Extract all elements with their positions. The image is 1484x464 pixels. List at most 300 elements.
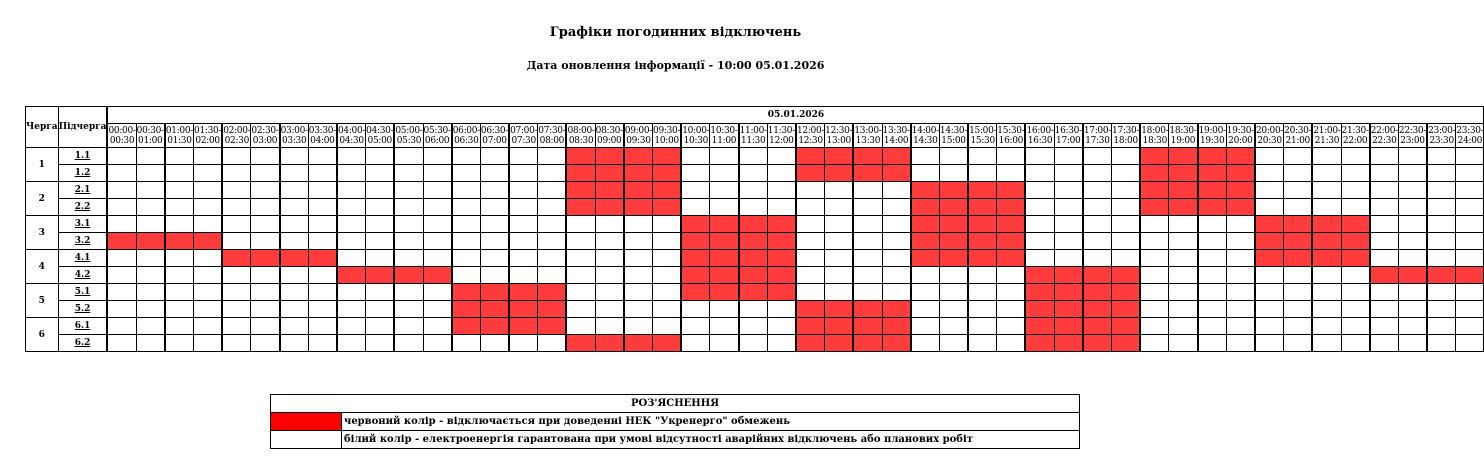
power-cell	[308, 301, 337, 318]
power-cell	[939, 165, 968, 182]
outage-cell	[1226, 199, 1255, 216]
power-cell	[911, 335, 940, 352]
power-cell	[1456, 165, 1484, 182]
power-cell	[853, 284, 882, 301]
power-cell	[1083, 199, 1112, 216]
power-cell	[366, 284, 395, 301]
power-cell	[165, 267, 194, 284]
outage-cell	[595, 165, 624, 182]
power-cell	[1398, 250, 1427, 267]
power-cell	[108, 182, 136, 199]
time-slot-start: 16:00-	[1026, 125, 1054, 136]
outage-cell	[681, 267, 710, 284]
power-cell	[1284, 301, 1313, 318]
power-cell	[739, 199, 768, 216]
power-cell	[882, 284, 911, 301]
power-cell	[1255, 199, 1284, 216]
power-cell	[480, 165, 509, 182]
time-slot-end: 06:00	[424, 135, 450, 146]
power-cell	[538, 267, 567, 284]
time-slot-end: 10:00	[654, 135, 679, 146]
outage-cell	[911, 182, 940, 199]
power-cell	[1456, 301, 1484, 318]
power-cell	[1370, 148, 1399, 165]
power-cell	[1112, 148, 1141, 165]
power-cell	[423, 199, 452, 216]
time-slot-end: 18:30	[1142, 135, 1168, 146]
power-cell	[1284, 335, 1313, 352]
power-cell	[566, 216, 595, 233]
power-cell	[394, 250, 423, 267]
power-cell	[624, 318, 653, 335]
outage-cell	[595, 148, 624, 165]
time-slot-header	[251, 124, 280, 148]
outage-cell	[280, 250, 309, 267]
power-cell	[1456, 216, 1484, 233]
legend-heading: РОЗ'ЯСНЕННЯ	[271, 395, 1080, 413]
time-slot-header	[739, 124, 768, 148]
power-cell	[624, 267, 653, 284]
power-cell	[337, 335, 366, 352]
power-cell	[337, 148, 366, 165]
power-cell	[1226, 318, 1255, 335]
outage-cell	[1054, 284, 1083, 301]
time-slot-end: 07:30	[511, 135, 536, 146]
power-cell	[222, 301, 251, 318]
power-cell	[366, 199, 395, 216]
schedule-row	[26, 267, 1484, 284]
power-cell	[1226, 216, 1255, 233]
time-slot-header	[710, 124, 739, 148]
time-slot-header	[1140, 124, 1169, 148]
time-slot-end: 14:30	[913, 135, 938, 146]
schedule-row	[26, 284, 1484, 301]
outage-cell	[997, 216, 1026, 233]
time-slot-header	[997, 124, 1026, 148]
time-slot-header	[939, 124, 968, 148]
power-cell	[480, 250, 509, 267]
power-cell	[1226, 284, 1255, 301]
power-cell	[194, 301, 223, 318]
power-cell	[452, 148, 481, 165]
page-title: Графіки погодинних відключень	[549, 25, 802, 40]
power-cell	[394, 233, 423, 250]
power-cell	[366, 148, 395, 165]
outage-cell	[796, 318, 825, 335]
power-cell	[1169, 284, 1198, 301]
power-cell	[997, 148, 1026, 165]
time-slot-header	[337, 124, 366, 148]
power-cell	[1312, 335, 1341, 352]
outage-cell	[1054, 335, 1083, 352]
power-cell	[480, 199, 509, 216]
outage-cell	[1025, 301, 1054, 318]
power-cell	[825, 199, 854, 216]
power-cell	[825, 267, 854, 284]
outage-cell	[653, 199, 682, 216]
legend-red-text: червоний колір - відключається при доведенні НЕК "Укренерго" обмежень	[342, 413, 1080, 431]
queue-number: 6	[26, 318, 59, 352]
time-slot-start: 00:00-	[108, 125, 136, 136]
subqueue-label: 5.1	[58, 284, 107, 301]
power-cell	[739, 165, 768, 182]
power-cell	[1370, 250, 1399, 267]
outage-cell	[538, 284, 567, 301]
power-cell	[710, 318, 739, 335]
time-slot-header	[1169, 124, 1198, 148]
time-slot-start: 20:30-	[1284, 125, 1312, 136]
power-cell	[968, 318, 997, 335]
power-cell	[1370, 216, 1399, 233]
time-slot-start: 05:00-	[395, 125, 423, 136]
power-cell	[222, 199, 251, 216]
power-cell	[1140, 250, 1169, 267]
time-slot-start: 05:30-	[423, 125, 451, 136]
power-cell	[366, 250, 395, 267]
outage-cell	[566, 148, 595, 165]
power-cell	[1255, 318, 1284, 335]
power-cell	[853, 182, 882, 199]
outage-cell	[1140, 165, 1169, 182]
power-cell	[997, 165, 1026, 182]
power-cell	[194, 267, 223, 284]
power-cell	[853, 216, 882, 233]
schedule-row	[26, 233, 1484, 250]
outage-cell	[825, 318, 854, 335]
power-cell	[1427, 233, 1456, 250]
power-cell	[337, 216, 366, 233]
power-cell	[108, 318, 136, 335]
power-cell	[1312, 318, 1341, 335]
power-cell	[280, 148, 309, 165]
power-cell	[595, 250, 624, 267]
power-cell	[767, 318, 796, 335]
power-cell	[337, 165, 366, 182]
power-cell	[251, 267, 280, 284]
outage-cell	[538, 301, 567, 318]
power-cell	[366, 233, 395, 250]
power-cell	[308, 233, 337, 250]
power-cell	[796, 199, 825, 216]
power-cell	[366, 301, 395, 318]
power-cell	[1370, 301, 1399, 318]
power-cell	[1226, 301, 1255, 318]
power-cell	[1341, 199, 1370, 216]
power-cell	[1427, 318, 1456, 335]
time-slot-start: 22:00-	[1370, 125, 1398, 136]
time-slot-end: 13:00	[826, 135, 851, 146]
outage-cell	[882, 318, 911, 335]
schedule-row	[26, 182, 1484, 199]
power-cell	[825, 233, 854, 250]
time-slot-header	[108, 124, 136, 148]
time-slot-header	[136, 124, 165, 148]
power-cell	[1312, 301, 1341, 318]
power-cell	[136, 318, 165, 335]
time-slot-start: 03:30-	[308, 125, 336, 136]
power-cell	[280, 318, 309, 335]
power-cell	[1198, 301, 1227, 318]
power-cell	[1112, 216, 1141, 233]
outage-cell	[710, 233, 739, 250]
outage-cell	[710, 267, 739, 284]
power-cell	[767, 148, 796, 165]
power-cell	[1341, 284, 1370, 301]
power-cell	[624, 301, 653, 318]
outage-cell	[653, 148, 682, 165]
power-cell	[681, 199, 710, 216]
power-cell	[308, 199, 337, 216]
time-slot-header	[1255, 124, 1284, 148]
power-cell	[566, 233, 595, 250]
time-slot-end: 17:30	[1085, 135, 1110, 146]
time-slot-start: 23:30-	[1456, 125, 1484, 136]
power-cell	[423, 216, 452, 233]
outage-cell	[1312, 233, 1341, 250]
outage-cell	[882, 165, 911, 182]
time-slot-end: 11:30	[740, 135, 766, 146]
power-cell	[251, 335, 280, 352]
time-slot-header	[165, 124, 194, 148]
time-slot-end: 05:30	[396, 135, 422, 146]
queue-number: 5	[26, 284, 59, 318]
outage-cell	[1025, 284, 1054, 301]
power-cell	[911, 165, 940, 182]
schedule-row	[26, 165, 1484, 182]
time-slot-end: 02:30	[224, 135, 250, 146]
power-cell	[366, 182, 395, 199]
time-slot-header	[394, 124, 423, 148]
time-slot-end: 02:00	[195, 135, 220, 146]
power-cell	[796, 250, 825, 267]
schedule-row	[26, 335, 1484, 352]
power-cell	[337, 199, 366, 216]
outage-cell	[595, 182, 624, 199]
power-cell	[452, 165, 481, 182]
outage-cell	[480, 301, 509, 318]
time-slot-end: 15:00	[941, 135, 966, 146]
outage-cell	[767, 267, 796, 284]
power-cell	[423, 182, 452, 199]
power-cell	[911, 301, 940, 318]
power-cell	[308, 216, 337, 233]
outage-cell	[882, 301, 911, 318]
time-slot-end: 23:30	[1429, 135, 1454, 146]
outage-cell	[1255, 233, 1284, 250]
power-cell	[452, 267, 481, 284]
power-cell	[1284, 284, 1313, 301]
time-slot-header	[423, 124, 452, 148]
power-cell	[452, 216, 481, 233]
subqueue-label: 4.2	[58, 267, 107, 284]
outage-cell	[1112, 267, 1141, 284]
power-cell	[1054, 233, 1083, 250]
time-slot-header	[366, 124, 395, 148]
power-cell	[222, 148, 251, 165]
time-slot-header	[452, 124, 481, 148]
outage-cell	[1140, 148, 1169, 165]
power-cell	[1456, 335, 1484, 352]
time-slot-start: 12:30-	[825, 125, 853, 136]
outage-cell	[1025, 335, 1054, 352]
power-cell	[1255, 284, 1284, 301]
time-slot-header	[1112, 124, 1141, 148]
time-slot-start: 02:00-	[223, 125, 251, 136]
power-cell	[280, 165, 309, 182]
time-slot-header	[767, 124, 796, 148]
power-cell	[796, 182, 825, 199]
power-cell	[1140, 318, 1169, 335]
time-slot-end: 24:00	[1457, 135, 1483, 146]
outage-cell	[1025, 318, 1054, 335]
power-cell	[1226, 233, 1255, 250]
outage-cell	[337, 267, 366, 284]
time-slot-header	[1341, 124, 1370, 148]
power-cell	[739, 335, 768, 352]
outage-cell	[251, 250, 280, 267]
power-cell	[653, 250, 682, 267]
time-slot-header	[509, 124, 538, 148]
power-cell	[480, 233, 509, 250]
power-cell	[997, 284, 1026, 301]
power-cell	[796, 233, 825, 250]
power-cell	[394, 165, 423, 182]
power-cell	[968, 148, 997, 165]
power-cell	[538, 165, 567, 182]
time-slot-header	[194, 124, 223, 148]
power-cell	[1169, 318, 1198, 335]
outage-cell	[853, 301, 882, 318]
time-slot-header	[1198, 124, 1227, 148]
outage-cell	[911, 216, 940, 233]
power-cell	[1054, 165, 1083, 182]
power-cell	[1427, 301, 1456, 318]
outage-cell	[509, 284, 538, 301]
time-slot-header	[308, 124, 337, 148]
outage-cell	[710, 284, 739, 301]
power-cell	[1427, 284, 1456, 301]
power-cell	[1198, 318, 1227, 335]
power-cell	[825, 250, 854, 267]
time-slot-start: 06:00-	[452, 125, 480, 136]
power-cell	[509, 216, 538, 233]
power-cell	[710, 301, 739, 318]
power-cell	[1025, 250, 1054, 267]
time-slot-start: 14:00-	[911, 125, 939, 136]
power-cell	[337, 233, 366, 250]
power-cell	[882, 267, 911, 284]
outage-cell	[108, 233, 136, 250]
power-cell	[222, 318, 251, 335]
outage-cell	[939, 250, 968, 267]
power-cell	[280, 216, 309, 233]
outage-cell	[939, 233, 968, 250]
power-cell	[108, 199, 136, 216]
power-cell	[423, 318, 452, 335]
power-cell	[1398, 148, 1427, 165]
time-slot-start: 15:30-	[997, 125, 1025, 136]
time-slot-end: 23:00	[1400, 135, 1425, 146]
outage-cell	[767, 233, 796, 250]
outage-cell	[653, 182, 682, 199]
power-cell	[1083, 250, 1112, 267]
time-slot-header	[681, 124, 710, 148]
power-cell	[1398, 199, 1427, 216]
outage-cell	[1226, 182, 1255, 199]
time-slot-header	[968, 124, 997, 148]
power-cell	[194, 284, 223, 301]
power-cell	[997, 267, 1026, 284]
power-cell	[136, 182, 165, 199]
outage-cell	[1054, 318, 1083, 335]
power-cell	[394, 318, 423, 335]
power-cell	[308, 284, 337, 301]
power-cell	[1398, 301, 1427, 318]
power-cell	[595, 267, 624, 284]
time-slot-header	[1398, 124, 1427, 148]
power-cell	[480, 267, 509, 284]
time-slot-end: 04:00	[310, 135, 335, 146]
time-slot-start: 23:00-	[1428, 125, 1456, 136]
time-slot-start: 21:30-	[1341, 125, 1369, 136]
time-slot-end: 16:00	[998, 135, 1024, 146]
time-slot-header	[653, 124, 682, 148]
power-cell	[1054, 250, 1083, 267]
time-slot-header	[911, 124, 940, 148]
subqueue-label: 2.1	[58, 182, 107, 199]
power-cell	[882, 250, 911, 267]
power-cell	[796, 267, 825, 284]
power-cell	[1427, 148, 1456, 165]
power-cell	[308, 182, 337, 199]
power-cell	[1427, 216, 1456, 233]
outage-cell	[1427, 267, 1456, 284]
power-cell	[1140, 301, 1169, 318]
power-cell	[1456, 199, 1484, 216]
power-cell	[681, 335, 710, 352]
power-cell	[423, 301, 452, 318]
power-cell	[939, 284, 968, 301]
power-cell	[653, 233, 682, 250]
power-cell	[1370, 165, 1399, 182]
outage-cell	[1169, 148, 1198, 165]
outage-cell	[739, 267, 768, 284]
power-cell	[308, 335, 337, 352]
power-cell	[1341, 318, 1370, 335]
power-cell	[538, 148, 567, 165]
outage-cell	[681, 216, 710, 233]
power-cell	[394, 335, 423, 352]
power-cell	[739, 301, 768, 318]
power-cell	[480, 216, 509, 233]
power-cell	[1370, 199, 1399, 216]
power-cell	[681, 318, 710, 335]
power-cell	[653, 301, 682, 318]
power-cell	[136, 165, 165, 182]
power-cell	[566, 301, 595, 318]
outage-cell	[968, 182, 997, 199]
power-cell	[108, 148, 136, 165]
outage-cell	[911, 199, 940, 216]
time-slot-start: 16:30-	[1054, 125, 1082, 136]
time-slot-header	[280, 124, 309, 148]
power-cell	[1398, 165, 1427, 182]
power-cell	[1198, 284, 1227, 301]
power-cell	[337, 284, 366, 301]
schedule-row	[26, 301, 1484, 318]
power-cell	[394, 284, 423, 301]
outage-cell	[1169, 182, 1198, 199]
